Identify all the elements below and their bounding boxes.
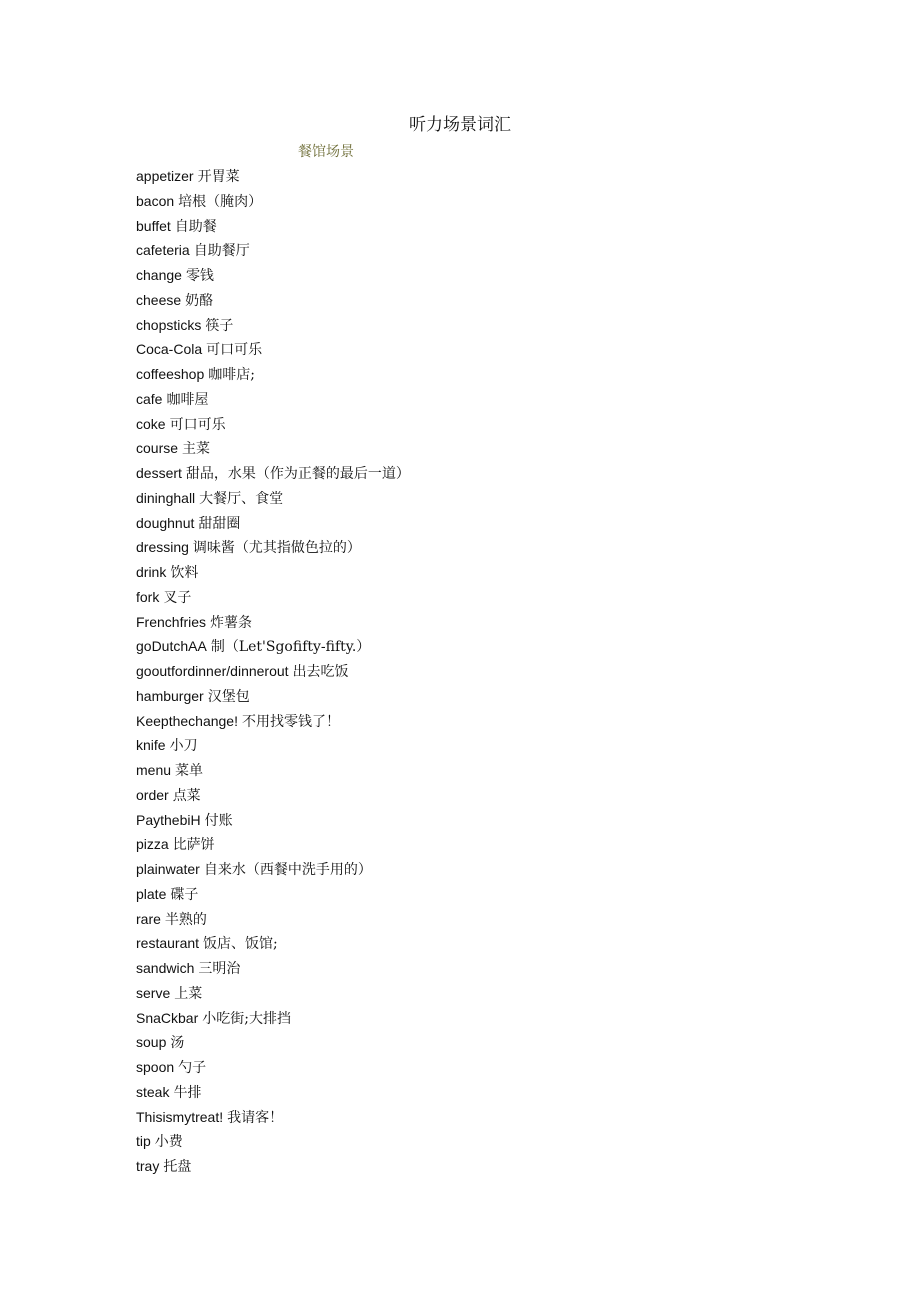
vocab-gloss: 奶酪 — [185, 292, 214, 309]
vocab-entry — [136, 313, 410, 338]
vocab-entry — [136, 610, 410, 635]
vocab-term: Frenchfries — [136, 613, 207, 630]
vocab-term: course — [136, 440, 179, 457]
vocab-gloss: 叉子 — [163, 589, 192, 606]
vocab-entry — [136, 263, 410, 288]
vocab-gloss: 饮料 — [170, 565, 199, 581]
vocab-term: appetizer — [136, 168, 194, 184]
vocab-gloss: 自助餐 — [174, 218, 217, 235]
vocab-gloss: 我请客！ — [227, 1109, 284, 1126]
vocab-gloss: 可口可乐 — [206, 342, 263, 359]
vocab-entry — [136, 659, 410, 684]
vocab-entry — [136, 1006, 410, 1031]
vocab-term: goDutchAA — [136, 638, 207, 655]
vocab-gloss: 小刀 — [169, 738, 198, 755]
vocab-gloss: 出去吃饭 — [292, 664, 349, 680]
vocab-gloss: 制（Let'Sgofifty-fifty.） — [210, 639, 371, 656]
vocab-gloss: 比萨饼 — [172, 837, 215, 854]
vocab-entry — [136, 684, 410, 709]
vocab-gloss: 炸薯条 — [210, 614, 253, 631]
vocab-term: bacon — [136, 192, 175, 209]
vocab-entry — [136, 238, 410, 263]
vocab-term: coke — [136, 415, 166, 432]
vocab-gloss: 开胃菜 — [197, 169, 240, 185]
vocab-gloss: 大餐厅、食堂 — [199, 490, 284, 507]
vocab-entry — [136, 436, 410, 461]
vocab-entry — [136, 931, 410, 956]
vocab-term: knife — [136, 737, 166, 754]
vocab-entry — [136, 733, 410, 758]
vocab-gloss: 托盘 — [163, 1159, 192, 1175]
vocab-gloss: 调味酱（尤其指做色拉的） — [192, 540, 361, 557]
vocab-term: coffeeshop — [136, 366, 205, 382]
vocab-term: sandwich — [136, 960, 195, 976]
vocab-term: cheese — [136, 291, 182, 308]
vocab-term: dininghall — [136, 489, 196, 506]
vocab-gloss: 汤 — [170, 1035, 185, 1052]
vocab-term: change — [136, 267, 182, 283]
vocab-term: pizza — [136, 836, 169, 853]
vocab-entry — [136, 164, 410, 189]
vocab-term: chopsticks — [136, 316, 202, 333]
vocab-gloss: 咖啡店; — [208, 367, 255, 383]
vocab-entry — [136, 634, 410, 659]
vocab-entry — [136, 412, 410, 437]
vocab-entry — [136, 288, 410, 313]
vocab-gloss: 小吃街;大排挡 — [202, 1010, 291, 1027]
vocab-entry — [136, 1105, 410, 1130]
vocab-term: soup — [136, 1034, 167, 1051]
vocabulary-list — [136, 164, 410, 1179]
vocab-term: SnaCkbar — [136, 1009, 199, 1026]
vocab-entry — [136, 907, 410, 932]
vocab-entry — [136, 882, 410, 907]
vocab-term: restaurant — [136, 935, 200, 952]
vocab-gloss: 菜单 — [175, 763, 204, 779]
vocab-gloss: 甜品，水果（作为正餐的最后一道） — [185, 466, 410, 482]
vocab-gloss: 可口可乐 — [169, 416, 226, 433]
vocab-gloss: 上菜 — [174, 985, 203, 1002]
vocab-gloss: 自助餐厅 — [193, 243, 250, 260]
vocab-term: steak — [136, 1083, 170, 1100]
vocab-gloss: 主菜 — [182, 441, 211, 458]
vocab-entry — [136, 560, 410, 585]
vocab-entry — [136, 832, 410, 857]
vocab-entry — [136, 337, 410, 362]
vocab-entry — [136, 758, 410, 783]
vocab-term: hamburger — [136, 687, 204, 704]
vocab-gloss: 汉堡包 — [207, 688, 250, 705]
vocab-term: doughnut — [136, 514, 195, 531]
vocab-term: fork — [136, 588, 160, 605]
vocab-entry — [136, 1030, 410, 1055]
vocab-term: plainwater — [136, 861, 200, 877]
vocab-gloss: 零钱 — [185, 268, 214, 284]
vocab-term: dressing — [136, 539, 189, 556]
vocab-term: menu — [136, 762, 172, 778]
vocab-term: buffet — [136, 217, 171, 234]
vocab-entry — [136, 1055, 410, 1080]
vocab-entry — [136, 1129, 410, 1154]
vocab-entry — [136, 857, 410, 882]
vocab-entry — [136, 1080, 410, 1105]
vocab-term: cafeteria — [136, 242, 190, 259]
vocab-entry — [136, 808, 410, 833]
vocab-gloss: 半熟的 — [164, 911, 207, 928]
vocab-entry — [136, 362, 410, 387]
vocab-term: tip — [136, 1133, 151, 1150]
vocab-entry — [136, 214, 410, 239]
vocab-entry — [136, 461, 410, 486]
vocab-gloss: 小费 — [154, 1134, 183, 1151]
vocab-entry — [136, 585, 410, 610]
vocab-entry — [136, 486, 410, 511]
vocab-gloss: 碟子 — [170, 886, 199, 903]
vocab-term: plate — [136, 885, 167, 902]
document-title: 听力场景词汇 — [409, 115, 511, 135]
vocab-gloss: 勺子 — [178, 1060, 207, 1076]
vocab-term: drink — [136, 564, 167, 580]
vocab-gloss: 培根（腌肉） — [178, 193, 263, 210]
vocab-term: gooutfordinner/dinnerout — [136, 663, 289, 679]
vocab-gloss: 甜甜圈 — [198, 515, 241, 532]
vocab-term: serve — [136, 984, 171, 1001]
section-heading: 餐馆场景 — [298, 144, 354, 160]
vocab-term: dessert — [136, 465, 182, 481]
vocab-entry — [136, 387, 410, 412]
vocab-entry — [136, 981, 410, 1006]
vocab-gloss: 点菜 — [172, 787, 201, 804]
vocab-term: rare — [136, 910, 161, 927]
vocab-gloss: 付账 — [204, 812, 233, 829]
vocab-term: PaythebiH — [136, 811, 201, 828]
vocab-gloss: 不用找零钱了！ — [241, 713, 340, 730]
vocab-entry — [136, 709, 410, 734]
vocab-term: order — [136, 786, 169, 803]
vocab-entry — [136, 189, 410, 214]
vocab-term: Thisismytreat! — [136, 1108, 224, 1125]
vocab-term: tray — [136, 1158, 160, 1174]
vocab-entry — [136, 511, 410, 536]
vocab-gloss: 饭店、饭馆; — [203, 936, 278, 953]
vocab-gloss: 牛排 — [173, 1084, 202, 1101]
vocab-term: spoon — [136, 1059, 175, 1075]
vocab-term: Coca-Cola — [136, 341, 203, 358]
vocab-term: cafe — [136, 390, 163, 407]
vocab-entry — [136, 783, 410, 808]
vocab-gloss: 三明治 — [198, 961, 241, 977]
vocab-entry — [136, 535, 410, 560]
vocab-gloss: 咖啡屋 — [166, 391, 209, 408]
vocab-entry — [136, 956, 410, 981]
vocab-gloss: 自来水（西餐中洗手用的） — [203, 862, 372, 878]
vocab-term: Keepthechange! — [136, 712, 238, 729]
vocab-entry — [136, 1154, 410, 1179]
vocab-gloss: 筷子 — [205, 317, 234, 334]
